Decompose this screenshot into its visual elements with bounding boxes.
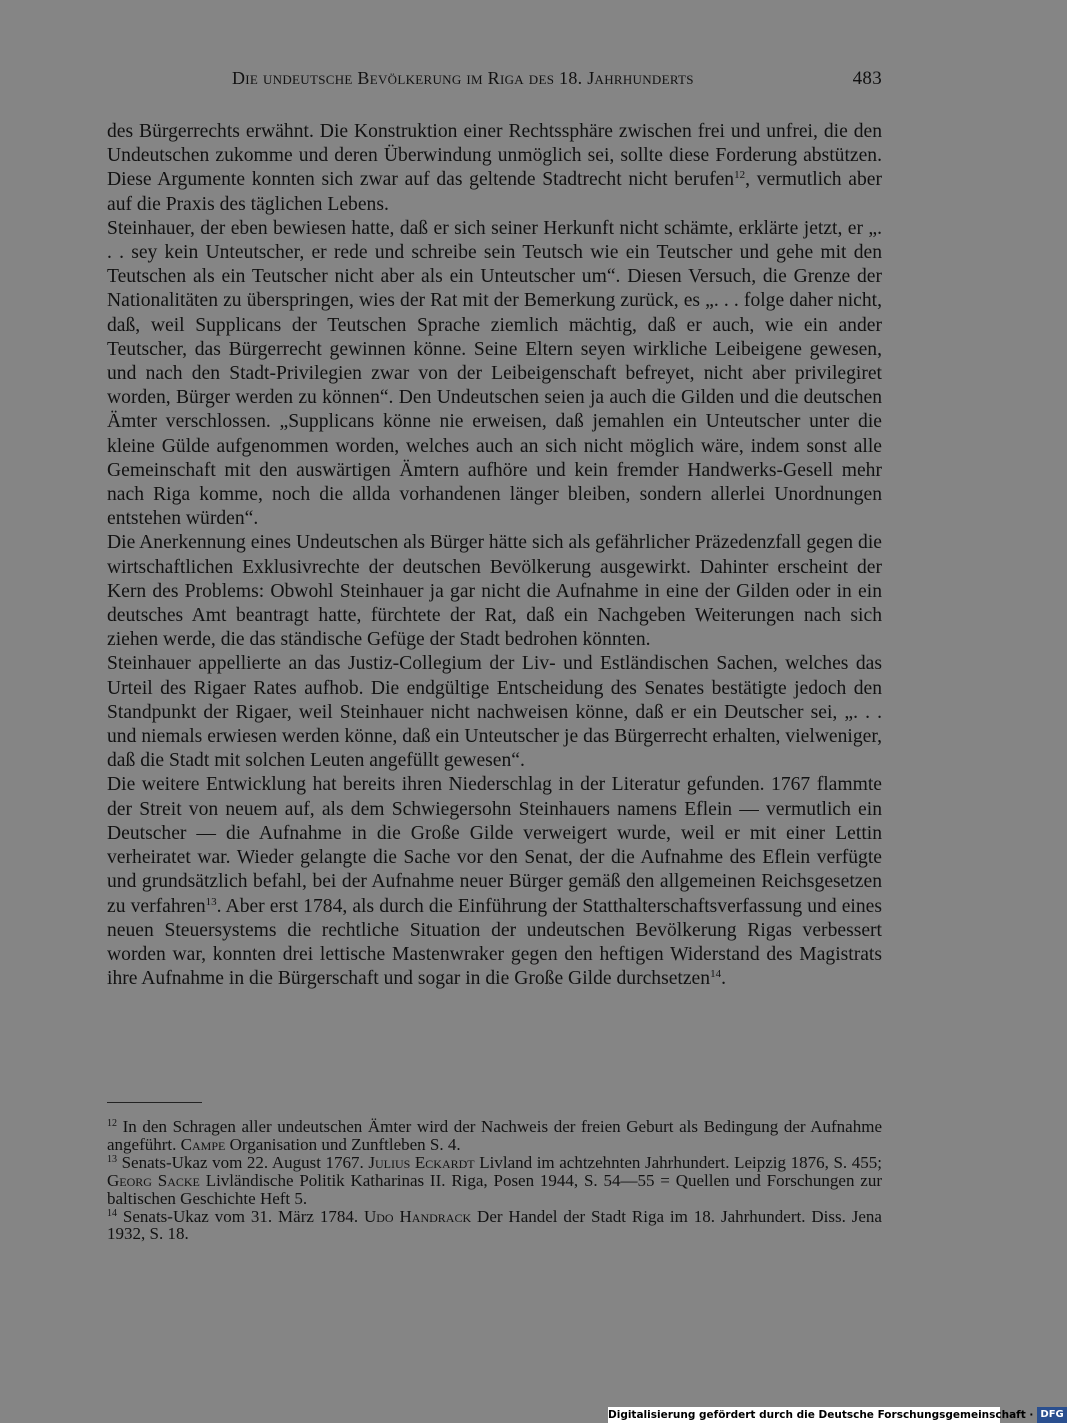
footnote-marker: 13 [205,895,217,908]
footnote-marker: 12 [734,169,746,182]
footnote-marker: 13 [107,1153,117,1165]
dfg-logo-icon: DFG [1037,1407,1066,1423]
paragraph [107,773,882,991]
footnote-separator [107,1102,202,1103]
text-run: Der Handel der Stadt Riga im 18. Jahrhundert. Diss. Jena 1932, S. 18. [107,1206,882,1244]
dfg-banner [608,1407,1064,1423]
text-run: Senats-Ukaz vom 31. März 1784. [117,1206,364,1226]
footnote-marker: 12 [107,1118,117,1129]
paragraph [107,120,882,217]
text-run: des Bürgerrechts erwähnt. Die Konstruktion einer Rechtssphäre zwischen frei und unfrei, die den Undeutschen zukomme und deren Überwindung unmöglich sei, sollte diese Forderung abstützen. Diese Argumente konnten sich zwar auf das geltende Stadtrecht nicht berufen [107,121,882,191]
text-run: Steinhauer, der eben bewiesen hatte, daß er sich seiner Herkunft nicht schämte, erklärte jetzt, er „. . . sey kein Unteutscher, er rede und schreibe sein Teutsch wie ein Teutscher und gehe mit den Teutschen als ein Teutscher nicht aber als ein Unteutscher um“. Diesen Versuch, die Grenze der Nationalitäten zu überspringen, wies der Rat mit der Bemerkung zurück, es „. . . folge daher nicht, daß, weil Supplicans der Teutschen Sprache ziemlich mächtig, daß er auch, wie ein ander Teutscher, das Bürgerrecht gewinnen könne. Seine Eltern seyen wirkliche Leibeigene gewesen, und nach den Stadt-Privilegien zwar von der Leibeigenschaft befreyet, nicht aber privilegiret worden, Bürger werden zu können“. Den Undeutschen seien ja auch die Gilden und die deutschen Ämter verschlossen. „Supplicans könne nie erweisen, daß jemahlen ein Unteutscher unter die kleine Gülde aufgenommen worden, welches auch an sich nicht möglich wäre, indem sonst alle Gemeinschaft mit den auswärtigen Ämtern aufhöre und kein fremder Handwerks-Gesell mehr nach Riga komme, noch die allda vorhandenen länger bleiben, sondern allerlei Unordnungen entstehen würden“. [107,217,882,530]
text-run: , vermutlich aber auf die Praxis des täglichen Lebens. [107,169,882,215]
text-run: Organisation und Zunftleben S. 4. [225,1134,461,1154]
footnotes [107,1118,882,1243]
page-header [107,68,882,92]
footnote [107,1154,882,1208]
text-run: Die Anerkennung eines Undeutschen als Bürger hätte sich als gefährlicher Präzedenzfall gegen die wirtschaftlichen Exklusivrechte der deutschen Bevölkerung ausgewirkt. Dahinter erscheint der Kern des Problems: Obwohl Steinhauer ja gar nicht die Aufnahme in eine der Gilden oder in ein deutsches Amt beantragt hatte, fürchtete der Rat, daß ein Nachgeben Weiterungen nach sich ziehen werde, die das ständische Gefüge der Stadt bedrohen könnten. [107,532,882,651]
text-run: Senats-Ukaz vom 22. August 1767. [117,1152,369,1172]
author-name: Georg Sacke [107,1170,200,1190]
page-number: 483 [852,68,882,89]
text-run: . [721,968,726,990]
author-name: Udo Handrack [363,1206,472,1226]
text-run: Livland im achtzehnten Jahrhundert. Leipzig 1876, S. 455; [474,1152,882,1172]
paragraph [107,652,882,773]
dfg-banner-text: Digitalisierung gefördert durch die Deutsche Forschungsgemeinschaft · [608,1409,1034,1421]
footnote-marker: 14 [710,968,722,981]
author-name: Campe [180,1134,226,1154]
text-run: In den Schragen aller undeutschen Ämter wird der Nachweis der freien Geburt als Bedingung der Aufnahme angeführt. [107,1117,882,1154]
text-run: Die weitere Entwicklung hat bereits ihren Niederschlag in der Literatur gefunden. 1767 flammte der Streit von neuem auf, als dem Schwiegersohn Steinhauers namens Eflein — vermutlich ein Deutscher — die Aufnahme in die Große Gilde verweigert wurde, weil er mit einer Lettin verheiratet war. Wieder gelangte die Sache vor den Senat, der die Aufnahme des Eflein verfügte und grundsätzlich befahl, bei der Aufnahme neuer Bürger gemäß den allgemeinen Reichsgesetzen zu verfahren [107,774,882,917]
paragraph [107,217,882,532]
text-run: . Aber erst 1784, als durch die Einführung der Statthalterschaftsverfassung und eines neuen Steuersystems die rechtliche Situation der undeutschen Bevölkerung Rigas verbessert worden war, konnten drei lettische Mastenwraker gegen den heftigen Widerstand des Magistrats ihre Aufnahme in die Bürgerschaft und sogar in die Große Gilde durchsetzen [107,895,882,990]
text-run: Steinhauer appellierte an das Justiz-Collegium der Liv- und Estländischen Sachen, welches das Urteil des Rigaer Rates aufhob. Die endgültige Entscheidung des Senates bestätigte jedoch den Standpunkt der Rigaer, weil Steinhauer nicht nachweisen könne, daß er ein Deutscher sei, „. . . und niemals erwiesen werden könne, daß ein Unteutscher je das Bürgerrecht erhalten, vielweniger, daß die Stadt mit solchen Leuten angefüllt gewesen“. [107,653,882,772]
running-title: Die undeutsche Bevölkerung im Riga des 18. Jahrhunderts [232,68,694,88]
footnote [107,1208,882,1244]
footnote-marker: 14 [107,1207,117,1219]
text-run: Livländische Politik Katharinas II. Riga, Posen 1944, S. 54—55 = Quellen und Forschungen zur baltischen Geschichte Heft 5. [107,1170,882,1208]
body-text [107,120,882,991]
footnote [107,1118,882,1154]
author-name: Julius Eckardt [368,1152,475,1172]
paragraph [107,531,882,652]
